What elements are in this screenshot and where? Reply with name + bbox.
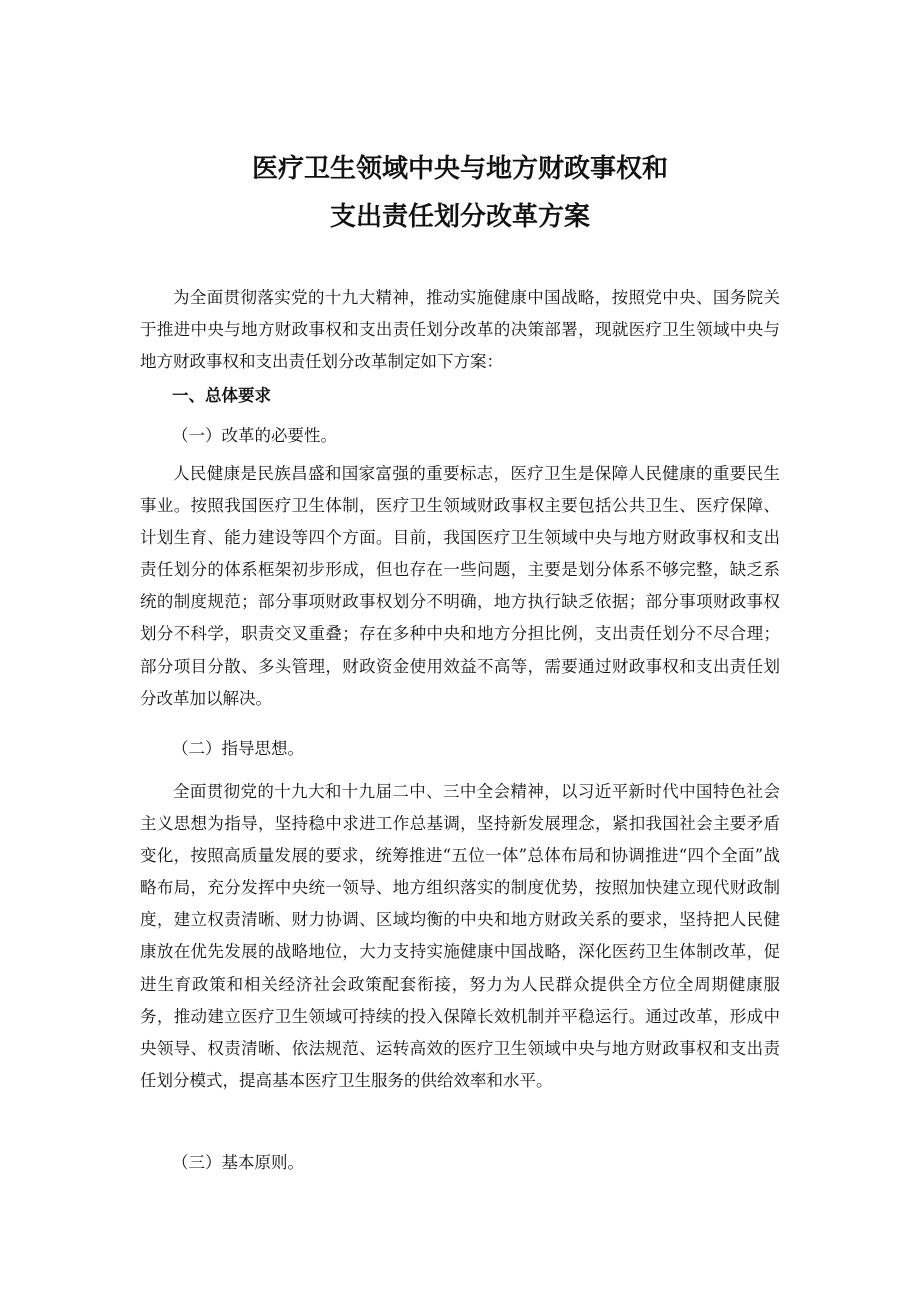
subsection-heading-basic-principles: （三）基本原则。 xyxy=(172,1153,304,1172)
subsection-heading-guiding-ideology: （二）指导思想。 xyxy=(172,739,304,758)
document-title-line-1: 医疗卫生领域中央与地方财政事权和 xyxy=(251,154,668,184)
guiding-ideology-paragraph: 全面贯彻党的十九大和十九届二中、三中全会精神，以习近平新时代中国特色社会主义思想为指导，坚持稳中求进工作总基调，坚持新发展理念，紧扣我国社会主要矛盾变化，按照高质量发展的要求，统筹推进“五位一体”总体布局和协调推进“四个全面”战略布局，充分发挥中央统一领导、地方组织落实的制度优势，按照加快建立现代财政制度，建立权责清晰、财力协调、区域均衡的中央和地方财政关系的要求，坚持把人民健康放在优先发展的战略地位，大力支持实施健康中国战略，深化医药卫生体制改革，促进生育政策和相关经济社会政策配套衔接，努力为人民群众提供全方位全周期健康服务，推动建立医疗卫生领域可持续的投入保障长效机制并平稳运行。通过改革，形成中央领导、权责清晰、依法规范、运转高效的医疗卫生领域中央与地方财政事权和支出责任划分模式，提高基本医疗卫生服务的供给效率和水平。 xyxy=(140,782,780,1090)
subsection-heading-necessity: （一）改革的必要性。 xyxy=(172,426,337,445)
section-heading-overall-requirements: 一、总体要求 xyxy=(172,386,271,405)
intro-paragraph: 为全面贯彻落实党的十九大精神，推动实施健康中国战略，按照党中央、国务院关于推进中央与地方财政事权和支出责任划分改革的决策部署，现就医疗卫生领域中央与地方财政事权和支出责任划分改革制定如下方案： xyxy=(140,288,780,372)
document-title-line-2: 支出责任划分改革方案 xyxy=(329,202,590,232)
necessity-paragraph: 人民健康是民族昌盛和国家富强的重要标志，医疗卫生是保障人民健康的重要民生事业。按照我国医疗卫生体制，医疗卫生领域财政事权主要包括公共卫生、医疗保障、计划生育、能力建设等四个方面。目前，我国医疗卫生领域中央与地方财政事权和支出责任划分的体系框架初步形成，但也存在一些问题，主要是划分体系不够完整，缺乏系统的制度规范；部分事项财政事权划分不明确，地方执行缺乏依据；部分事项财政事权划分不科学，职责交叉重叠；存在多种中央和地方分担比例，支出责任划分不尽合理；部分项目分散、多头管理，财政资金使用效益不高等，需要通过财政事权和支出责任划分改革加以解决。 xyxy=(140,464,780,708)
